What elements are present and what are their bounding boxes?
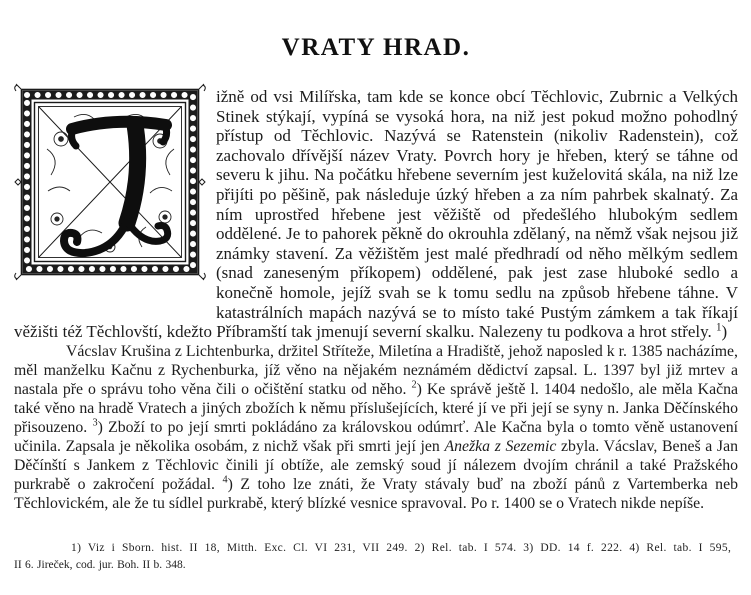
footnote-line-2: II 6. Jireček, cod. jur. Boh. II b. 348. [14,558,186,571]
footnotes [14,540,738,574]
page-title: VRATY HRAD. [281,34,471,61]
text-column [14,34,738,574]
footnote-line-1: 1) Viz i Sborn. hist. II 18, Mitth. Exc. Cl. VI 231, VII 249. 2) Rel. tab. I 574. 3) DD. 14 f. 222. 4) Rel. tab. I 595, [71,541,732,554]
initial-letter [64,122,168,253]
dropcap-figure [14,87,206,321]
paragraph-history: Vácslav Krušina z Lichtenburka, držitel Stříteže, Miletína a Hradiště, jehož naposled k r. 1385 nacházíme, měl manželku Kačnu z Rychenburka, jíž věno na nějakém neznámém dědictví zapsal. L. 1397 byl již mrtev a nastala pře o správu toho věna čili o očištění statku od něho. $^2$) Ke správě ještě l. 1404 nedošlo, ale měla Kačna také věno na hradě Vratech a jiných zbožích k němu příslušejících, které jí ve při její se syny n. Janka Děčínského přisouzeno. $^3$) Zboží to po její smrti pokládáno za královskou odúmrť. Ale Kačna byla o tomto věně ustanovení učinila. Zapsala je několika osobám, z nichž však při smrti její jen Anežka z Sezemic zbyla. Vácslav, Beneš a Jan Děčínští s Jankem z Těchlovic činili jí obtíže, ale zemský soud jí nálezem dvojím chránil a také Pražského purkrabě o zakročení požádal. $^4$) Z toho lze znáti, že Vraty stávaly buď na zboží pánů z Vartemberka neb Těchlovickém, ale že tu sídlel purkrabě, který blízké vesnice spravoval. Po r. 1400 se o Vratech nikde nepíše. [14,342,739,512]
initial-j-ornament-icon [14,87,206,277]
paragraph-intro [14,87,738,342]
paragraph-intro-text: ižně od vsi Milířska, tam kde se konce obcí Těchlovic, Zubrnic a Velkých Stinek stýkají, vypíná se vysoká hora, na niž jest pokud možno pohodlný přístup od Těchlovic. Nazývá se Ratenstein (nikoliv Radenstein), což zachovalo dřívější název Vraty. Povrch hory je hřeben, který se táhne od severu k jihu. Na počátku hřebene severním jest kuželovitá skála, na niž lze přijíti po pěšině, pak následuje úzký hřeben a za ním pahrbek skalnatý. Za ním uprostřed hřebene jest věžiště od předešlého hlubokým sedlem oddělené. Je to pahorek pěkně do okrouhla zdělaný, na němž však nejsou již známky stavení. Za věžištěm jest malé předhradí od něho mělkým sedlem (snad zaneseným příkopem) oddělené, pak jest zase hluboké sedlo a konečně homole, jejíž svah se k tomu sedlu na způsob hřebene táhne. V katastrálních mapách nazývá se to místo také Pustým zámkem a tak říkají věžišti též Těchlovští, kdežto Příbramští tak jmenují severní skalku. Nalezeny tu podkova a hrot střely. $^1$) [14,87,738,342]
body-text [14,87,738,513]
